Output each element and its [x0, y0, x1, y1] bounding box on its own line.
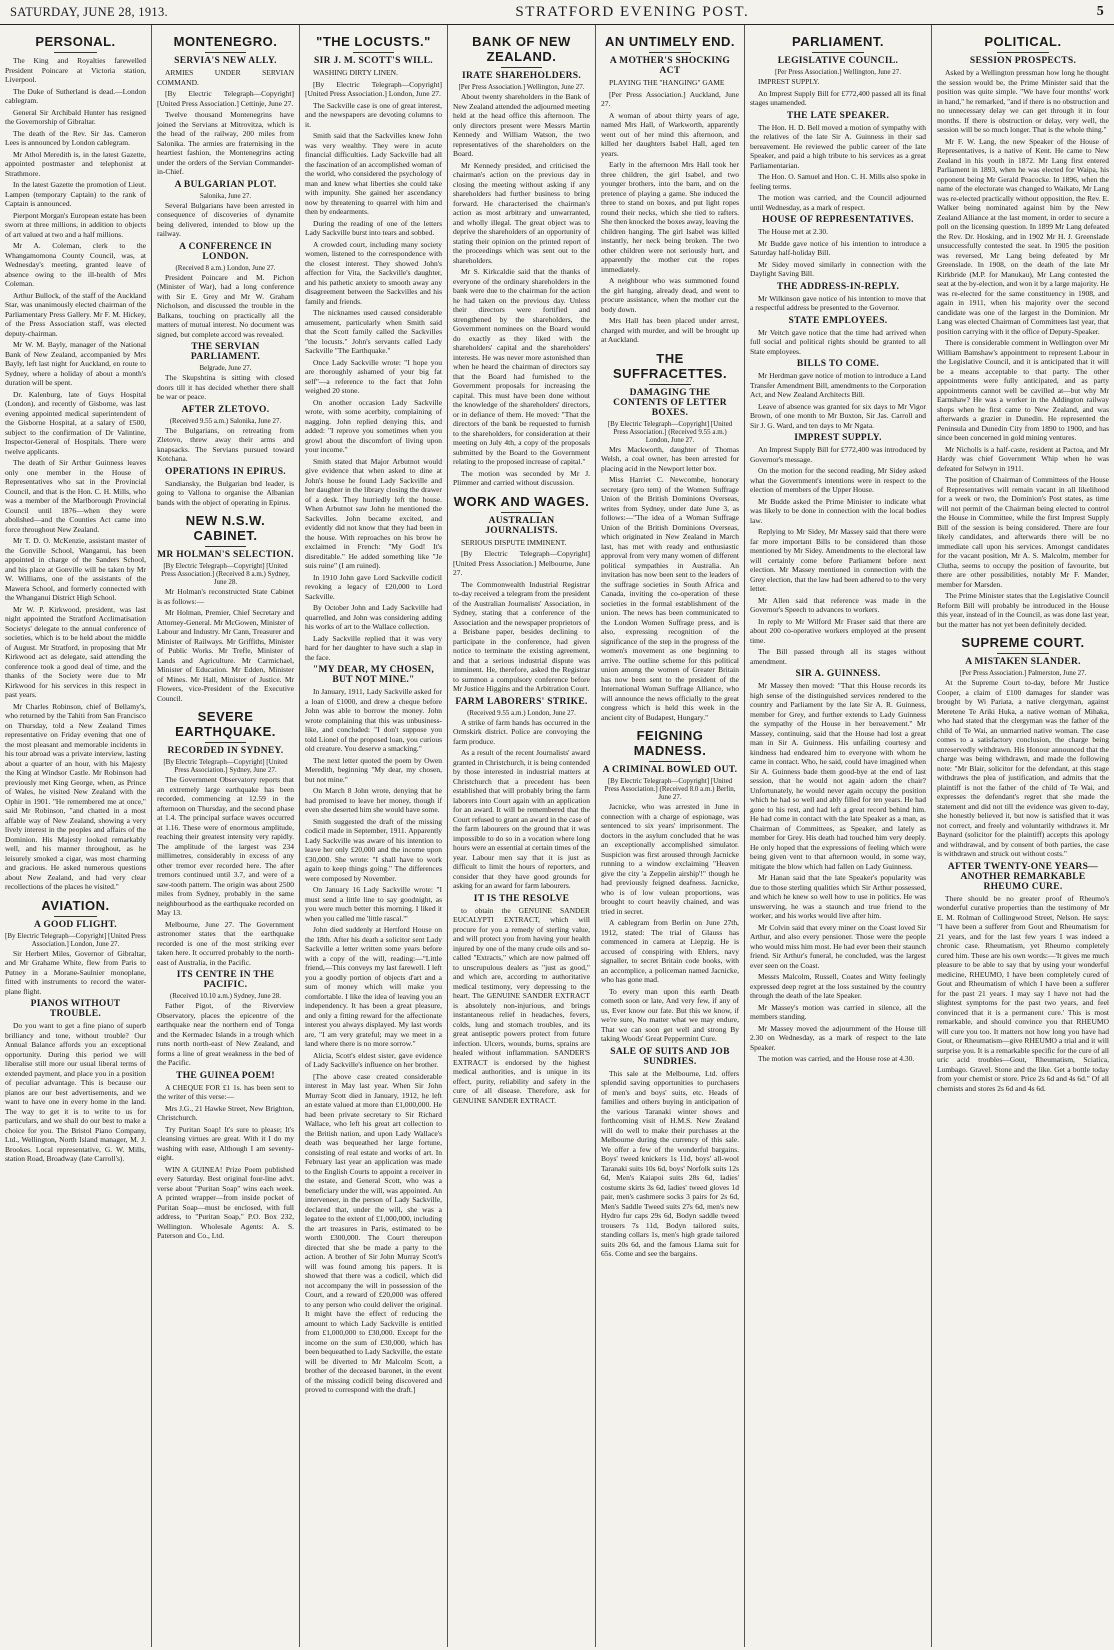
article-paragraph: John died suddenly at Hertford House on the 18th. After his death a solicitor sent Lady Sackville a letter written some years before with a copy of the will, reading:—"Little friend,—This conveys my last farewell. I left you a goodly portion of objects d'art and a sum of money which will make you comfortable. I like the idea of leaving you an independency. It has been a great pleasure, and only a fitting reward for the affectionate interest you always displayed. My last words are, "I am very grateful; may we meet in a land where there is no more sorrow."	[305, 925, 442, 1048]
article-headline: WORK AND WAGES.	[453, 493, 590, 509]
headline-rule	[997, 653, 1049, 654]
headline-rule	[997, 52, 1049, 53]
article-paragraph: The House met at 2.30.	[758, 227, 828, 236]
article-dateline: [By Electric Telegraph—Copyright] [United Press Association.] (Received 9.55 a.m.) London, June 27.	[607, 419, 733, 444]
article-paragraph: A cablegram from Berlin on June 27th, 1912, stated: The trial of Glauss has commenced in camera at Liepzig. He is accused of conspiring with Ehlers, navy signaller, to secret Britain code books, with an accomplice, a policeman named Jacnicke, who has gone mad.	[601, 918, 739, 984]
article-paragraph: Mr Athol Meredith is, in the latest Gazette, appointed postmaster and telephonist at Strathmore.	[5, 149, 146, 178]
article-paragraph: The Bill passed through all its stages without amendment.	[750, 647, 926, 666]
article-paragraph: Once Lady Sackville wrote: "I hope you are thoroughly ashamed of your big fat self"—a reference to the fact that John weighed 20 stone.	[305, 357, 442, 395]
article	[750, 316, 926, 357]
news-column	[596, 25, 745, 1647]
article-paragraph: General Sir Archibald Hunter has resigned the Governorship of Gibraltar.	[5, 107, 146, 126]
article-paragraph: There should be no greater proof of Rheumo's wonderful curative properties than the testimony of Mr E. M. Rolman of Collingwood Street, Nelson. He says: "I have been a sufferer from Gout and Rheumatism for 21 years, and for the last few years I was indeed a chronic case. Rheumatism, yet Rheumo completely cured him. These are his own words:—'It gives me much pleasure to be able to say that by using your wonderful medicine, RHEUMO, I have been completely cured of Gout and Rheumatism of which I have been a sufferer for the past 21 years. I may say I have not had the slightest symptoms for the past two years, and feel convinced that it is a permanent cure.' This is most remarkable, and should convince you that RHEUMO will cure you too. It matters not how long you have had Gout, or Rheumatism—give RHEUMO a trial and it will surprise you. It is a remarkable specific for the cure of all uric acid troubles—Gout, Rheumatism, Sciatica, Lumbago. Gravel. Stone and the like. Get a bottle today from your chemist or store. Price 2s 6d and 4s 6d." Of all chemists and stores 2s 6d and 4s 6d.	[937, 893, 1110, 1093]
article	[750, 34, 926, 108]
article-paragraph: An Imprest Supply Bill for £772,400 was introduced by Governor's message.	[750, 445, 926, 464]
article-paragraph: SERIOUS DISPUTE IMMINENT.	[461, 537, 567, 547]
article-subheading: IMPREST SUPPLY.	[794, 433, 882, 443]
article	[157, 342, 294, 402]
article-paragraph: Do you want to get a fine piano of superb brilliancy and tone, without trouble? Our Annual Balance affords you an exceptional opportunity. During this period we will liberalise still more our usual liberal terms of extended payment, and place you in a position of peculiar advantage. This is because our pianos are our best advertisements, and we want to have one in every home in the land. The way to get it is to write to us for particulars, and we shall do our best to make a choice for you. The Bristol Piano Company, Ltd., Wellington, North Island manager, M. J. Brookes. Local representative, G. W. Mills, station Road, Broadway (late Carroll's).	[5, 1021, 146, 1163]
article	[157, 513, 294, 703]
article-subheading: RECORDED IN SYDNEY.	[167, 746, 284, 756]
article-subheading: FARM LABORERS' STRIKE.	[455, 696, 588, 707]
article-headline: AN UNTIMELY END.	[604, 34, 736, 49]
article-paragraph: Mr Colvin said that every miner on the Coast loved Sir Arthur, and also every pensioner. Those were the people who would miss him most. He had ever been their staunch friend. Sir Arthur's funeral, he concluded, was the largest ever seen on the Coast.	[750, 922, 926, 970]
article-subheading: AFTER TWENTY-ONE YEARS—ANOTHER REMARKABLE RHEUMO CURE.	[947, 861, 1099, 892]
article-paragraph: Mr Nicholls is a half-caste, resident at Pactoa, and Mr Hardy was chief Government Whip when he was defeated for Selwyn in 1911.	[937, 444, 1109, 473]
article-paragraph: IMPREST SUPPLY.	[758, 77, 820, 86]
article-dateline: Salonika, June 27.	[199, 191, 252, 200]
article	[750, 669, 926, 1064]
article-subheading: "MY DEAR, MY CHOSEN, BUT NOT MINE."	[312, 665, 435, 685]
article-headline: MONTENEGRO.	[173, 34, 278, 49]
article-dateline: [By Electric Telegraph—Copyright] [United Press Association.] (Received 8 a.m.) Sydney, June 28.	[161, 562, 290, 586]
article-paragraph: Mr Massey moved the adjournment of the House till 2.30 on Wednesday, as a mark of respect to the late Speaker.	[750, 1023, 926, 1052]
article-paragraph: [By Electric Telegraph—Copyright] [United Press Association.] Cettinje, June 27.	[157, 89, 294, 108]
article-subheading: SIR A. GUINNESS.	[795, 669, 881, 679]
article-subheading: A CONFERENCE IN LONDON.	[179, 241, 272, 262]
article-subheading: A BULGARIAN PLOT.	[174, 179, 277, 190]
article-paragraph: Jacnicke, who was arrested in June in connection with a charge of espionage, was sentenced to six years' imprisonment. The doctors in the asylum concluded that he was an exceptionally accomplished simulator. Suspicion was first aroused through Jacnicke running to a window exclaiming "Heaven give the city 'a Zeppelin airship'!" though he had previously feigned deafness. Jacnicke, who is of low vulean proportions, was brought to court heavily chained, and was tried in secret.	[601, 802, 739, 916]
article	[601, 351, 739, 723]
article-subheading: DAMAGING THE CONTENTS OF LETTER BOXES.	[613, 387, 727, 418]
article-paragraph: Mrs Mackworth, daughter of Thomas Welsh, a coal owner, has been arrested for placing acid in the Newport letter box.	[601, 444, 739, 473]
article	[157, 970, 294, 1068]
article-paragraph: Mr A. Coleman, clerk to the Whangamomona County Council, was, at Wednesday's meeting, granted leave of absence owing to the ill-health of Mrs Coleman.	[5, 241, 146, 288]
article-subheading: THE LATE SPEAKER.	[786, 110, 890, 121]
article-dateline: (Received 9.55 a.m.) London, June 27.	[467, 708, 576, 717]
article-subheading: A CRIMINAL BOWLED OUT.	[602, 765, 738, 775]
article-paragraph: The motion was seconded by Mr J. Plimmer and carried without discussion.	[453, 468, 590, 487]
article-paragraph: The death of the Rev. Sir Jas. Cameron Lees is announced by London cablegram.	[5, 128, 146, 147]
article-headline: POLITICAL.	[984, 34, 1062, 49]
article	[750, 282, 926, 313]
article-paragraph: [Per Press Association.] Auckland, June 27.	[601, 89, 739, 108]
news-column	[300, 25, 448, 1647]
article-dateline: [Per Press Association.] Palmerston, June 27.	[959, 669, 1087, 677]
article-paragraph: Smith stated that Major Arbutnot would give evidence that when asked to dine at John's house he found Lady Sackville and her daughter in the library closing the drawer of a desk. They hurriedly left the house. When Arbutnot saw John he mentioned the Sackvilles. John became excited, and evidently did not know that they had been in the house. With reproaches on his brow he exclaimed in French: "My God! It's disreditable." He added something like "Je suis ruine" (I am ruined).	[305, 456, 442, 570]
article-paragraph: In 1910 John gave Lord Sackville codicil revoking a legacy of £20,000 to Lord Sackville.	[305, 572, 442, 601]
article-subheading: SALE OF SUITS AND JOB SUNDRIES.	[610, 1046, 730, 1067]
article-paragraph: [By Electric Telegraph—Copyright] [United Press Association.] Melbourne, June 27.	[453, 549, 590, 577]
article-paragraph: A woman of about thirty years of age, named Mrs Hall, of Warkworth, apparently went out of her mind this afternoon, and killed her daughters Isabel Hall, aged ten years.	[601, 110, 739, 158]
article-paragraph: A CHEQUE FOR £1 1s. has been sent to the writer of this verse:—	[157, 1082, 294, 1101]
article	[750, 433, 926, 666]
article	[750, 359, 926, 430]
article-paragraph: Early in the afternoon Mrs Hall took her three children, the girl Isabel, and two younger brothers, into the barn, and on the pretence of playing a game. She induced the three to stand on boxes, and put light ropes round their necks, which she tied to rafters. She then knocked the boxes away, leaving the children hanging. The girl Isabel was killed instantly, her neck being broken. The two other children were not seriously hurt, and apparently the mother cut the ropes immediately.	[601, 160, 739, 274]
article-headline: FEIGNING MADNESS.	[633, 728, 707, 758]
article-dateline: [By Electric Telegraph—Copyright] [United Press Association.] London, June 27.	[5, 931, 146, 948]
article-paragraph: Smith suggested the draft of the missing codicil made in September, 1911. Apparently Lady Sackville was aware of his intention to leave her only £20,000 and the income upon £30,000. She wrote: "I shall have to work again to keep things going." The differences were composed by November.	[305, 816, 442, 883]
article-paragraph: Mr Hanan said that the late Speaker's popularity was due to those sterling qualities which Sir Arthur possessed, and which he knew so well how to use in politics. He was unswerving, he was a staunch and true friend to the worker, and his works would live after him.	[750, 873, 926, 920]
article-paragraph: Asked by a Wellington pressman how long he thought the session would be, the Prime Minister said that the position was quite simple. "We have four months' work in hand," he remarked, "and if there is no obstruction and no unnecessary delay we can get through it in four months. If there is obstruction or delay, very well, the session will be so much longer. That is the whole thing."	[937, 68, 1109, 134]
article-paragraph: Mr Sidey moved similarly in connection with the Daylight Saving Bill.	[750, 259, 926, 278]
article-paragraph: Father Pigot, of the Riverview Observatory, places the epicentre of the earthquake near the northern end of Tonga and the Kermadec Islands in a trough which runs north north-east of New Zealand, and forms a line of great weakness in the bed of the Pacific.	[157, 1001, 294, 1067]
article-paragraph: Pierpont Morgan's European estate has been sworn at three millions, in addition to objects of art valued at two and a half millions.	[5, 210, 146, 239]
article-paragraph: Smith said that the Sackvilles knew John was very wealthy. They were in acute financial difficulties. Lady Sackville had all the fascination of an accomplished woman of the world, who considered the psychology of man and knew what liberties she could take with impunity. She gained her ascendancy now by threatening to quarrel with him and then by endearments.	[305, 131, 442, 216]
masthead	[0, 0, 1114, 25]
article-paragraph: On the motion for the second reading, Mr Sidey asked what the Government's intentions were in respect to the election of members of the Upper House.	[750, 466, 926, 494]
article-paragraph: The Hon. H. D. Bell moved a motion of sympathy with the relatives of the late Sir A. Guinness in their sad bereavement. He reviewed the public career of the late Speaker, and paid a high tribute to his services as a great Parliamentarian.	[750, 122, 926, 170]
headline-rule	[353, 52, 394, 53]
article-paragraph: Mr Holman's reconstructed State Cabinet is as follows:—	[157, 587, 294, 606]
article-paragraph: This sale at the Melbourne, Ltd. offers splendid saving opportunities to purchasers of men's and boys' suits, etc. Heads of families and others buying in anticipation of the various Taranaki winter shows and forthcoming visit of H.M.S. New Zealand will do well to make their purchases at the Melbourne during the currency of this sale. We offer a few of the wonderful bargains. Boys' tweed knickers 1s 11d, boys' all-wool Taranaki suits 10s 6d, boys' Norfolk suits 12s 6d, Men's Kaiapoi suits 28s 6d, ladies' costume skirts 3s 6d, ladies' tweed gloves 1d pair, men's cashmere socks 3 pairs for 2s 6d, Men's Saddle Tweed suits 27s 6d, men's new Hydro fur caps 29s 6d, Bodyn saddle tweed trousers 7s 11d, Bodyn tailored suits, standing collars 1s, men's high grade tailored suits 20s 6d, and the famous Llama suit for 65s. Come and see the bargains.	[601, 1068, 739, 1258]
article-subheading: IRATE SHAREHOLDERS.	[461, 71, 582, 81]
article-paragraph: Leave of absence was granted for six days to Mr Vigor Brown, of one month to Mr Buxton, Sir Jas. Carroll and Sir J. G. Ward, and ten days to Mr Ngata.	[750, 401, 926, 430]
article-paragraph: The Hon. O. Samuel and Hon. C. H. Mills also spoke in feeling terms.	[750, 172, 926, 191]
article-paragraph: Mr W. M. Bayly, manager of the National Bank of New Zealand, accompanied by Mrs Bayly, left last night for Auckland, en route to Sydney, where a holiday of about a month's duration will be spent.	[5, 340, 146, 387]
article-subheading: MR HOLMAN'S SELECTION.	[157, 550, 294, 560]
article	[157, 1071, 294, 1241]
article-paragraph: Mr Budde asked the Prime Minister to indicate what was likely to be done in connection with the local bodies law.	[750, 496, 926, 525]
article	[453, 894, 590, 1106]
article-paragraph: The Duke of Sutherland is dead.—London cablegram.	[5, 86, 146, 105]
article-headline: BANK OF NEW ZEALAND.	[472, 34, 571, 64]
article-subheading: SIR J. M. SCOTT'S WILL.	[314, 56, 433, 66]
article-paragraph: Several Bulgarians have been arrested in consequence of discoveries of dynamite being delivered, intended to blow up the railway.	[157, 200, 294, 238]
headline-rule	[501, 512, 542, 513]
article-paragraph: Try Puritan Soap! It's sure to please; It's cleansing virtues are great. With it I do my washing with ease, Although I am seventy-eight.	[157, 1124, 294, 1162]
article-paragraph: Mrs J.G., 21 Hawke Street, New Brighton, Christchurch.	[157, 1103, 294, 1122]
article-paragraph: A crowded court, including many society women, listened to the correspondence with the closest interest. They showed John's affection for Vita, the Sackville's daughter, and his pathetic anxiety to smooth away any disagreement between the Sackvilles and his family and friends.	[305, 239, 442, 306]
article-subheading: THE GUINEA POEM!	[176, 1070, 275, 1081]
article-headline: NEW N.S.W. CABINET.	[185, 513, 266, 543]
article-subheading: ITS CENTRE IN THE PACIFIC.	[176, 970, 275, 990]
article-dateline: [By Electric Telegraph—Copyright] [United Press Association.] (Received 8.0 a.m.) Berlin, June 27.	[604, 777, 736, 801]
article-paragraph: The Commonwealth Industrial Registrar to-day received a telegram from the president of the Australian Journalists' Association, in Sydney, stating that a conference of the Association and the newspaper proprietors of a Brisbane paper, besides declining to participate in the conference, had given notice to terminate the existing agreement, and that a serious industrial dispute was imminent. He, therefore, asked the Registrar to summon a compulsory conference before Mr Justice Higgins and the Arbitration Court.	[453, 579, 590, 693]
article	[5, 898, 146, 997]
article-paragraph: To every man upon this earth Death cometh soon or late, And very few, if any of us, Ever know our fate. But this we know, if we're sure, No matter what we may endure, That we can soon get well and strong By taking Woods' Great Peppermint Cure.	[601, 986, 739, 1043]
headline-rule	[649, 761, 690, 762]
article	[453, 697, 590, 891]
headline-rule	[54, 52, 96, 53]
article-paragraph: Messrs Malcolm, Russell, Coates and Witty feelingly expressed deep regret at the loss sustained by the country through the death of the late Speaker.	[750, 972, 926, 1000]
article-subheading: THE SERVIAN PARLIAMENT.	[190, 342, 261, 362]
article-paragraph: The next letter quoted the poem by Owen Meredith, beginning "My dear, my chosen, but not mine."	[305, 755, 442, 784]
article-headline: "THE LOCUSTS."	[316, 34, 431, 49]
article-paragraph: Miss Harriet C. Newcombe, honorary secretary (pro tem) of the Women Suffrage Union of the British Dominions Overseas, writes from Sydney, under date June 3, as follows:—"The idea of a Woman Suffrage Union of the British Dominions Overseas, which originated in New Zealand in March last, has met with ready and enthusiastic approval from very many women of different political sympathies in Australia. An invitation has now been sent to the leaders of the suffrage societies in South Africa and Canada, inviting the co-operation of these societies in the formal establishment of the union. The news has been communicated to the London Women Suffrage press, and is also, expressing recognition of the significance of the step in the progress of the women's movement as one beginning to arrive. The outline scheme for this political union among the women of Greater Britain has now been sent to the president of the International Woman Suffrage Alliance, who will announce the news officially to the great congress which is held this week in the ancient city of Budapest, Hungary."	[601, 475, 739, 722]
article-paragraph: Mr Massey then moved: "That this House records its high sense of the distinguished services rendered to the country and Parliament by the late Sir A. R. Guinness, member for Grey, and further extends to Lady Guinness the sympathy of the House in her bereavement." Mr Massey, continuing, said that the House had lost a great man in Sir A. Guinness. His unfailing courtesy and kindness had endeared him to everyone with whom he came in contact. Who, he said, could have imagined when Sir A. Guinness bade them good-bye at the end of last session, that he would not again adorn the chair? Unfortunately, he would never again occupy the position which he had so well and ably filled for ten years. He had gone to his rest, and had left a great record behind him. He had come in contact with the late Speaker as a man, as Chairman of Committees, as Speaker, and lately as member for Grey. His death had touched him very deeply. He only hoped that the expressions of feeling which were being given vent to that afternoon would, in some way, mitigate the blow which had fallen on Lady Guinness.	[750, 681, 926, 871]
article-paragraph: President Poincare and M. Pichon (Minister of War), had a long conference with Sir E. Grey and Mr W. Graham Nicholson, and discussed the trouble in the Balkans, touching on practically all the matters of mutual interest. No document was signed, but complete accord was revealed.	[157, 272, 294, 339]
article-dateline: [Per Press Association.] Wellington, June 27.	[774, 68, 902, 76]
article-paragraph: The nicknames used caused considerable amusement, particularly when Smith said that the Scott family called the Sackvilles "the locusts." John's servants called Lady Sackville "The Earthquake."	[305, 308, 442, 355]
article-paragraph: On March 8 John wrote, denying that he had promised to leave her money, though if even she deserted him she would have some.	[305, 786, 442, 814]
article-paragraph: Dr. Kalenburg, late of Guys Hospital (London), and recently of Gisborne, was last evening appointed medical superintendent of the Gisborne Hospital, at a salary of £500, subject to the confirmation of Dr Valintine, Inspector-General of Hospitals. There were twelve applicants.	[5, 389, 146, 456]
article-paragraph: Mr W. P. Kirkwood, president, was last night appointed the Stratford Acclimatisation Societys' delegate to the annual conference of societies, which is to be held about the middle of August. Mr Stratford, in proposing that Mr Kirkwood act as delegate, said attending the conference took a good deal of time, and the thanks of the Society were due to Mr Kirkwood for his services in this respect in past years.	[5, 604, 146, 699]
article-paragraph: In reply to Mr Wilford Mr Fraser said that there are about 200 co-operative workers employed at the present time.	[750, 616, 926, 645]
article-paragraph: The death of Sir Arthur Guinness leaves only one member in the House of Representatives who sat in the Provincial Council, and that is the Hon. C. H. Mills, who was a member of the Marlborough Provincial Council until 1876—when they were abolished—and the Counties Act came into force throughout New Zealand.	[5, 458, 146, 534]
headline-rule	[649, 384, 690, 385]
article-paragraph: In the latest Gazette the promotion of Lieut. Lampen (temporary Captain) to the rank of Captain is announced.	[5, 180, 146, 208]
headline-rule	[205, 52, 246, 53]
article-subheading: A MISTAKEN SLANDER.	[965, 657, 1081, 667]
article-paragraph: Mr T. D. O. McKenzie, assistant master of the Gonville School, Wanganui, has been appointed in charge of the Sanders School, and his place at Gonville will be taken by Mr W. Williams, one of the assistants of the Mawera School, and formerly connected with the Whanganui District High School.	[5, 536, 146, 602]
article-subheading: BILLS TO COME.	[796, 359, 880, 369]
article	[157, 180, 294, 239]
headline-rule	[205, 546, 246, 547]
article	[937, 862, 1109, 1094]
article	[937, 635, 1109, 859]
article	[750, 111, 926, 213]
article-paragraph: WIN A GUINEA! Prize Poem published every Saturday. Best original four-line advt. verse about "Puritan Soap" wins each week. A printed wrapper—from inside pocket of Puritan Soap—must be enclosed, with full address, to "Puritan Soap," P.O. Box 232, Wellington. Wholesale Agents: A. S. Paterson and Co., Ltd.	[157, 1164, 294, 1240]
article-paragraph: Mr F. W. Lang, the new Speaker of the House of Representatives, is a native of Kent. He came to New Zealand in his youth in 1872. Mr Lang first entered Parliament in 1893, when he was elected for Waipa, his opponent being Mr Gerald Peacocke. In 1896, when the name of the electorate was changed to Waikato, Mr Lang was re-elected practically without opposition, the Rev. E. Walker being nominated against him by the New Zealand Alliance at the last moment, in order to secure a poll on the licensing question. In 1899 Mr Lang defeated the Rev. Dr. Hosking, and in 1902 Mr H. J. Greenslade unsuccessfully contested the seat. In 1905 the position was reversed, Mr Lang being defeated by Mr Greenslade. In 1908, on the death of the late Mr Kirkbride (M.P. for Manukau), Mr Lang contested the seat at the by-election, and won it by a large majority. He was re-elected for the same constituency in 1908, and again in 1911, when his majority over the second candidate was one of the largest in the Dominion. Mr Lang was elected Chairman of Committees last year, that position carrying with it the office of Deputy-Speaker.	[937, 136, 1109, 336]
article-paragraph: Mrs Hall has been placed under arrest, charged with murder, and will be brought up at Auckland.	[601, 316, 739, 344]
article-paragraph: Melbourne, June 27. The Government astronomer states that the earthquake recorded is one of the most striking ever taken here. It occurred probably to the north-east of Australia, in the Pacific.	[157, 919, 294, 967]
article-paragraph: The Prime Minister states that the Legislative Council Reform Bill will probably be introduced in the House this year, instead of in the Council, as was done last year, but the matter has not yet been definitely decided.	[937, 591, 1109, 629]
article-paragraph: Sir Herbert Miles, Governor of Gibraltar, and Mr Grahame White, flew from Paris to Putney in a Morane-Saulnier monoplane, fitted with instruments to record the water-plane flight.	[5, 948, 146, 996]
article-dateline: [Per Press Association.] Wellington, June 27.	[458, 83, 585, 91]
article-paragraph: Twelve thousand Montenegrins have joined the Servians at Mitrovitza, which is the head of the railway, 200 miles from Salonika. The armies are fraternising in the heartiest fashion, the Montenegrins acting under the orders of the Servian Commander-in-Chief.	[157, 110, 294, 176]
article-paragraph: The Skupshtina is sitting with closed doors till it has decided whether there shall be war or peace.	[157, 373, 294, 401]
article-paragraph: Mr Massey's motion was carried in silence, all the members standing.	[750, 1002, 926, 1021]
article-subheading: A GOOD FLIGHT.	[34, 919, 117, 930]
article-subheading: IT IS THE RESOLVE	[473, 893, 570, 904]
article-paragraph: Alicia, Scott's eldest sister, gave evidence of Lady Sackville's influence on her brother.	[305, 1050, 442, 1069]
news-column	[152, 25, 300, 1647]
article-subheading: A MOTHER'S SHOCKING ACT	[609, 56, 731, 76]
article-subheading: SESSION PROSPECTS.	[969, 56, 1077, 66]
article-paragraph: Sandiansky, the Bulgarian bnd leader, is going to Vallona to organise the Albanian bands with the object of operating in Epirus.	[157, 478, 294, 507]
article-paragraph: Mr Charles Robinson, chief of Bellamy's, who returned by the Tahiti from San Francisco on Thursday, told a New Zealand Times representative on Friday evening that one of the most pleasant and memorable incidents in his tour abroad was a private interview, lasting about a quarter of an hour, with his Majesty the King at Windsor Castle. Mr Robinson had previously met King George, when, as Prince of Wales, he visited New Zealand with the Ophir in 1901. "He remembered me at once," said Mr Robinson, "and chatted in a most affable way of New Zealand, showing a very lively interest in the peoples and affairs of the Dominion. His Majesty looked remarkably well, and his manner throughout, as he leisurely smoked a cigar, was most charming and gracious. He asked numerous questions about New Zealand, and had very clear recollections of the places he visited."	[5, 701, 146, 891]
article-paragraph: Mr Herdman gave notice of motion to introduce a Land Transfer Amendment Bill, amendments to the Corporation Act, and New Zealand Architects Bill.	[750, 371, 926, 399]
news-column	[932, 25, 1114, 1647]
article	[305, 34, 442, 662]
article-paragraph: Mr Holman, Premier, Chief Secretary and Attorney-General. Mr McGowen, Minister of Labour and Industry. Mr Cann, Treasurer and Minister of Railways. Mr Griffiths, Minister of Public Works. Mr Trefle, Minister of Lands and Agriculture. Mr Carmichael, Minister of Education. Mr Edden, Minister of Mines. Mr Hall, Minister of Justice. Mr Flowers, vice-President of the Executive Council.	[157, 608, 294, 703]
article-paragraph: PLAYING THE "HANGING" GAME	[609, 78, 725, 87]
article-paragraph: The Sackville case is one of great interest, and the newspapers are devoting columns to it.	[305, 100, 442, 129]
headline-rule	[54, 916, 96, 917]
article-subheading: LEGISLATIVE COUNCIL.	[777, 56, 899, 66]
article-subheading: HOUSE OF REPRESENTATIVES.	[762, 215, 914, 225]
article	[157, 405, 294, 464]
article	[305, 665, 442, 1395]
article-subheading: OPERATIONS IN EPIRUS.	[165, 466, 286, 477]
newspaper-title: STRATFORD EVENING POST.	[515, 3, 750, 20]
article-paragraph: In January, 1911, Lady Sackville asked for a loan of £1000, and drew a cheque before John was able to borrow the money. John wrote complaining that this was unbusiness-like, and concluded: "I don't suppose you told Lionel of the proposed loan, you curious old creature. You deserve a smacking."	[305, 687, 442, 753]
article-paragraph: Mr Veitch gave notice that the time had arrived when full social and political rights should be granted to all State employees.	[750, 327, 926, 356]
article-subheading: STATE EMPLOYEES.	[788, 315, 888, 326]
article-paragraph: Lady Sackville replied that it was very hard for her daughter to have such a slap in the face.	[305, 633, 442, 662]
article-paragraph: Mr Allen said that reference was made in the Governor's Speech to advances to workers.	[750, 595, 926, 614]
page-number: 5	[1096, 4, 1104, 19]
article-paragraph: The position of Chairman of Committees of the House of Representatives will remain vacant in all likelihood for a week or two, the Dominion's Post states, as time will not permit of the Chairman being elected to control the House in Committee, while the first Imprest Supply Bill of the session is being considered. There are four likely candidates, and afterwards there will be no immediate call upon his services. Amongst candidates for the vacant position, Mr A. S. Malcolm, member for Clutha, seems to occupy the position of favourite, but there are other possibilities, notably Mr F. Mander, member for Marsden.	[937, 475, 1109, 589]
article-paragraph: The Government Observatory reports that an extremely large earthquake has been recorded, commencing at 12.59 in the afternoon on Thursday, and the second phase at 1.4. The principal surface waves occurred at 1.16. These were of enormous amplitude, reaching their greatest intensity very rapidly. The amplitude of the largest was 234 millimetres, considerably in excess of any other tremor ever recorded here. The after tremors continued until 3.7, and were of a saw-tooth pattern. The origin was about 2500 miles from Sydney, probably in the same neighbourhood as the earthquake recorded on May 13.	[157, 775, 294, 917]
article	[601, 728, 739, 1044]
article-paragraph: The motion was carried, and the House rose at 4.30.	[758, 1054, 915, 1063]
article-headline: THE SUFFRACETTES.	[612, 350, 728, 381]
headline-rule	[649, 52, 690, 53]
article	[601, 1047, 739, 1259]
article-subheading: THE ADDRESS-IN-REPLY.	[776, 281, 900, 292]
article-paragraph: About twenty shareholders in the Bank of New Zealand attended the adjourned meeting held at the head office this afternoon. The only directors present were Messrs Martin Kennedy and William Watson, the two representatives of the shareholders on the Board.	[453, 92, 590, 158]
article-dateline: (Received 10.10 a.m.) Sydney, June 28.	[169, 992, 282, 1000]
article	[937, 34, 1109, 629]
article-paragraph: The motion was carried, and the Council adjourned until Wednesday, as a mark of respect.	[750, 193, 926, 212]
article-paragraph: Mr S. Kirkcaldie said that the thanks of everyone of the ordinary shareholders in the bank were due to the chairman for the action he had taken on the previous day. Unless their directors were fortified and strengthened by the shareholders, the Government nominees on the Board would do exactly as they liked with the shareholders' capital and the shareholders' interests. He was never more astonished than when he heard the chairman of directors say that the Board had furnished to the Government proposals for increasing the capital. This must have been done without the knowledge of the shareholders' directors, or in defiance of them. He moved: "That the directors of the bank be requested to furnish to the shareholders, for consideration at their meeting on July 4th, a copy of the proposals submitted by the Board to the Government relating to the proposed increase of capital."	[453, 267, 590, 466]
article-paragraph: A neighbour who was summoned found the girl hanging, already dead, and went to procure assistance, when the mother cut the body down.	[601, 276, 739, 314]
article	[157, 467, 294, 508]
article-dateline: (Received 9.55 a.m.) Salonika, June 27.	[169, 416, 282, 425]
article-subheading: AUSTRALIAN JOURNALISTS.	[485, 515, 558, 536]
article-paragraph: At the Supreme Court to-day, before Mr Justice Cooper, a claim of £100 damages for slander was brought by Wi Pariata, a native clergyman, against Meretene Te Ariki Huka, a native woman of Mihaka, who had stated that the clergyman was the father of the child of Te Wai, an unmarried native woman. The case comes to a satisfactory conclusion, the charge being unreservedly withdrawn. His Honour announced that the charge was being withdrawn, and made the following note: "Mr Blair, solicitor for the defendant, at this stage withdraws the plea of justification, and admits that the plaintiff is not the father of the child of Te Wai, and expresses the defendant's regret that she made the statement and did not till the evidence was given to-day, she honestly believed it, but now is satisfied that it was not correct, and freely and voluntarily withdraws it. Mr Baynard (solicitor for the plaintiff) accepts this apology and withdrawal, and by consent of both parties, the case is withdrawn and struck out without costs."	[937, 678, 1109, 858]
article-headline: PERSONAL.	[35, 34, 116, 49]
news-column	[448, 25, 596, 1647]
article-paragraph: Replying to Mr Sidey, Mr Massey said that there were far more important Bills to be considered than those mentioned by Mr Sidey. Amendments to the electoral law will certainly come before Parliament before next election. Mr Massey mentioned in connection with the Grey election, that the law had been adhered to to the very letter.	[750, 527, 926, 593]
article	[5, 999, 146, 1164]
article-subheading: SERVIA'S NEW ALLY.	[174, 56, 277, 66]
article-headline: PARLIAMENT.	[792, 34, 884, 49]
article	[750, 215, 926, 279]
article	[157, 242, 294, 340]
news-column	[0, 25, 152, 1647]
article-dateline: [By Electric Telegraph—Copyright] [United Press Association.] Sydney, June 27.	[163, 758, 288, 774]
article-paragraph: By October John and Lady Sackville had quarrelled, and John was considering adding his works of art to the Wallace collection.	[305, 603, 442, 631]
headline-rule	[205, 742, 246, 743]
article-paragraph: During the reading of one of the letters Lady Sackville burst into tears and sobbed.	[305, 218, 442, 237]
article-paragraph: The King and Royalties farewelled President Poincare at Victoria station, Liverpool.	[5, 56, 146, 84]
article-paragraph: ARMIES UNDER SERVIAN COMMAND.	[157, 68, 294, 87]
article	[601, 34, 739, 345]
headline-rule	[501, 67, 542, 68]
article-paragraph: As a result of the recent Journalists' award granted in Christchurch, it is being contended by those interested in industrial matters at Christchurch that a precedent has been established that will probably bring the farm laborers into Court again with an application for an award. It will be remembered that the Court refused to grant an award in the case of the farm labourers on the ground that it was impossible to do so in a vocation where long hours were an essential at certain times of the year. Labour men say that it is just as difficult to limit the hours of reporters, and consider that they have good grounds for asking for an award for farm labourers.	[453, 748, 590, 890]
article	[453, 34, 590, 488]
article-dateline: (Received 8 a.m.) London, June 27.	[175, 263, 276, 272]
article-paragraph: An Imprest Supply Bill for £772,400 passed all its final stages unamended.	[750, 88, 926, 107]
article-dateline: Belgrade, June 27.	[199, 364, 252, 372]
news-column	[745, 25, 932, 1647]
article-paragraph: The Bulgarians, on retreating from Zletovo, threw away their arms and knapsacks. The Servians pursued toward Kotchana.	[157, 425, 294, 463]
columns-container	[0, 25, 1114, 1647]
article-paragraph: A strike of farm hands has occurred in the Ormskirk district. Police are convoying the farm produce.	[453, 717, 590, 746]
issue-date: SATURDAY, JUNE 28, 1913.	[10, 4, 168, 19]
article	[157, 34, 294, 177]
article-paragraph: Mr Wilkinson gave notice of his intention to move that a respectful address be presented to the Governor.	[750, 293, 926, 312]
article-paragraph: [The above case created considerable interest in May last year. When Sir John Murray Scott died in January, 1912, he left an estate valued at more than £1,000,000. He had been private secretary to Sir Richard Wallace, who left his great art collection to the British nation, and upon Lady Wallace's death was bequeathed her large fortune, consisting of real estate and works of art. In February last year an application was made to the English Courts to appoint a receiver in the estate, and General Scott, who was a beneficiary under the will, was appointed. An interveneer, in the person of Lady Sackville, declared that, under the will, she was a legatee to the extent of £1,000,000, including the art treasures in Paris, estimated to be worth £300,000. The Court thereupon directed that she be made a party to the action. A brother of Sir John Murray Scott's will was found among his papers. It is showed that there was a codicil, which did not accompany the will in possession of the Court, and a reward of £20,000 was offered to any person who could deliver the original. It might have the effect of reducing the amount to which Lady Sackville is entitled from £1,000,000 to £30,000. Except for the income on the sum of £30,000, which has been bequeathed to Lady Sackville, the estate will be diverted to Mr Malcolm Scott, a brother of the deceased baronet, in the event of the missing codicil being discovered and proved to correspond with the draft.]	[305, 1071, 442, 1394]
article-paragraph: On another occasion Lady Sackville wrote, with some acerbity, complaining of nagging. John replied denying this, and added: "I reprove you sometimes when you growl about the discomfort of living upon your income."	[305, 397, 442, 454]
article-paragraph: [By Electric Telegraph—Copyright] [United Press Association.] London, June 27.	[305, 79, 442, 98]
article	[453, 494, 590, 694]
article-paragraph: to obtain the GENUINE SANDER EUCALYPTI EXTRACT, which will procure for you a remedy of sterling value, and will protect you from having your health injured by one of the many crude oils and so-called "Extracts," which are now palmed off to unscrupulous dealers as "just as good," and which are, according to authoritative medical testimony, very depressing to the heart. The GENUINE SANDER EXTRACT is absolutely non-injurious, and brings instantaneous relief in headaches, fevers, colds, lung and stomach troubles, and its great antiseptic powers protect from future infection. Ulcers, wounds, burns, sprains are healed without inflammation. SANDER'S EXTRACT is endorsed by the highest medical authorities, and is unique in its effect, purity, reliability and safety in the cure of all disease. Therefore, ask for GENUINE SANDER EXTRACT.	[453, 905, 590, 1105]
article-paragraph: There is considerable comment in Wellington over Mr William Bamshaw's appointment to represent Labour in the Legislative Council, and it is anticipated that it will be a means acceptable to that party. The other appointments were fully anticipated, and as party appointments cannot well be cavilled at—but why Mr Earnshaw? He was a worker in the Addington railway shops when he first came to New Zealand, and was afterwards a grazier in Dunedin. He represented the Peninsula and Dunedin City from 1890 to 1900, and has since been concerned in gold mining ventures.	[937, 338, 1109, 442]
article-headline: SEVERE EARTHQUAKE.	[175, 709, 276, 739]
article-paragraph: Mr Budde gave notice of his intention to introduce a Saturday half-holiday Bill.	[750, 238, 926, 257]
article	[5, 34, 146, 892]
article-subheading: PIANOS WITHOUT TROUBLE.	[30, 999, 121, 1019]
article-subheading: AFTER ZLETOVO.	[181, 404, 270, 415]
article-paragraph: On January 16 Lady Sackville wrote: "I must send a little line to say goodnight, as you were much better this morning. I liked it when you called me 'little rascal.'"	[305, 885, 442, 923]
article-paragraph: Mr Kennedy presided, and criticised the chairman's action on the previous day in closing the meeting without asking if any shareholders had further business to bring forward. He characterised the chairman's action as most arbitrary and unwarranted, and wholly illegal. The great object was to deprive the shareholders of an opportunity of stating their opinion on the printed report of the proceedings which was sent out to the shareholders.	[453, 160, 590, 265]
article-headline: AVIATION.	[41, 897, 110, 913]
article-headline: SUPREME COURT.	[961, 635, 1085, 650]
article-paragraph: Arthur Bullock, of the staff of the Auckland Star, was unanimously elected chairman of the Parliamentary Press Gallery. Mr F. M. Hickey, of the Press Association staff, was elected deputy-chairman.	[5, 290, 146, 338]
article-paragraph: WASHING DIRTY LINEN.	[313, 68, 398, 77]
headline-rule	[812, 52, 865, 53]
article	[157, 709, 294, 967]
